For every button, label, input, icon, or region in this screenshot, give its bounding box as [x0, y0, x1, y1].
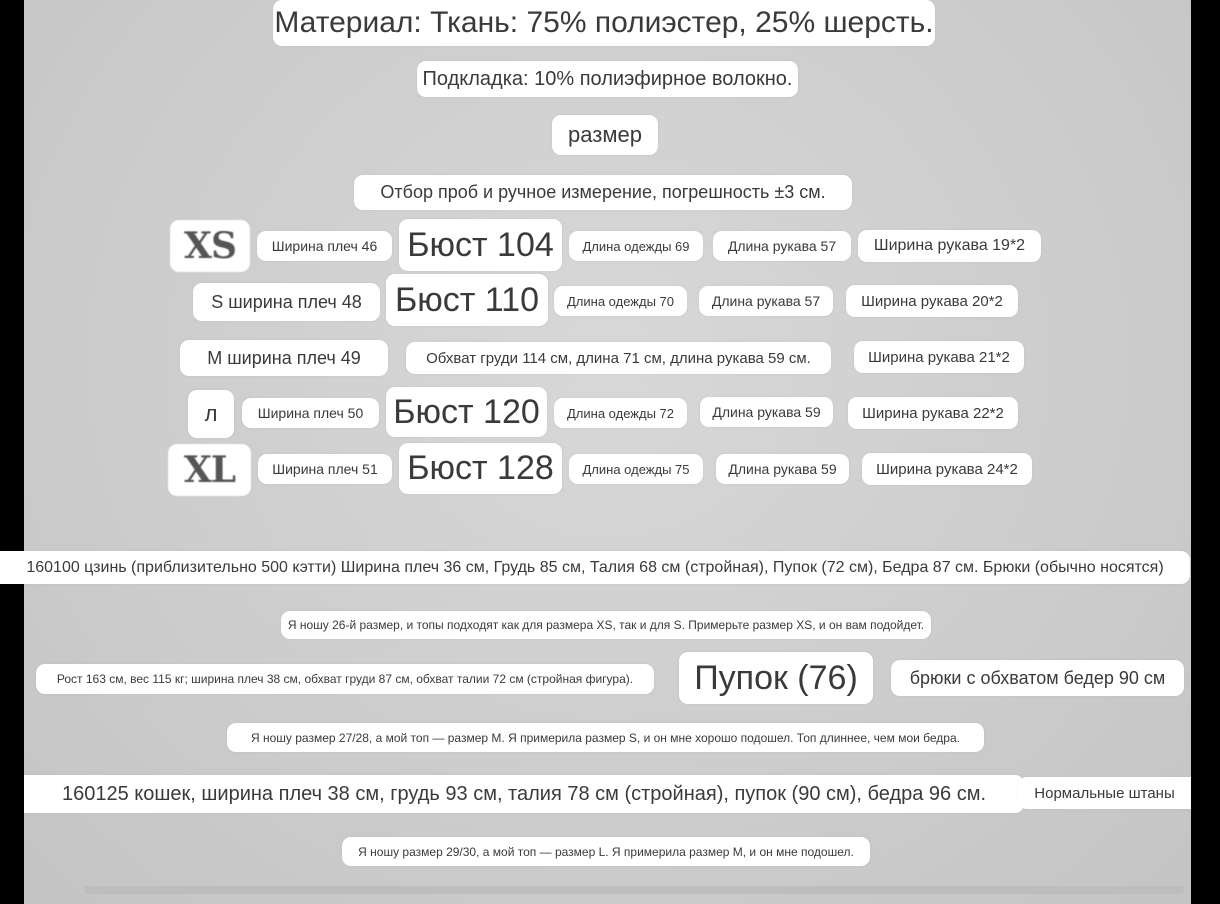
s-sleeve-width: Ширина рукава 20*2	[846, 285, 1018, 317]
bottom-divider	[84, 886, 1184, 894]
l-sleeve: Длина рукава 59	[700, 397, 833, 427]
model2-measurements: Рост 163 см, вес 115 кг; ширина плеч 38 см, обхват груди 87 см, обхват талии 72 см (стройная фигура).	[36, 664, 654, 694]
l-bust: Бюст 120	[386, 387, 547, 437]
xs-sleeve-width: Ширина рукава 19*2	[858, 230, 1041, 262]
material-label: Материал: Ткань: 75% полиэстер, 25% шерсть.	[273, 0, 935, 46]
xl-sleeve: Длина рукава 59	[716, 454, 849, 484]
size-l-mark: л	[188, 390, 234, 438]
size-chart-canvas	[24, 0, 1191, 904]
model2-navel: Пупок (76)	[679, 652, 873, 704]
xs-bust: Бюст 104	[399, 219, 562, 271]
m-shoulder: M ширина плеч 49	[180, 340, 388, 376]
size-xl-mark: XL	[168, 444, 251, 496]
xs-sleeve: Длина рукава 57	[713, 231, 851, 261]
m-sleeve-width: Ширина рукава 21*2	[854, 341, 1024, 373]
xl-shoulder: Ширина плеч 51	[258, 454, 392, 484]
model1-note: Я ношу 26-й размер, и топы подходят как для размера XS, так и для S. Примерьте размер XS, и он вам подойдет.	[281, 611, 931, 639]
measure-note: Отбор проб и ручное измерение, погрешность ±3 см.	[354, 175, 852, 210]
model3-pants: Нормальные штаны	[1018, 777, 1191, 809]
size-title: размер	[552, 115, 658, 155]
s-shoulder: S ширина плеч 48	[193, 283, 380, 321]
s-sleeve: Длина рукава 57	[699, 286, 833, 316]
lining-label: Подкладка: 10% полиэфирное волокно.	[417, 61, 798, 97]
l-sleeve-width: Ширина рукава 22*2	[848, 397, 1018, 429]
l-length: Длина одежды 72	[554, 398, 687, 428]
model2-note: Я ношу размер 27/28, а мой топ — размер M. Я примерила размер S, и он мне хорошо подошел. Топ длиннее, чем мои бедра.	[227, 723, 984, 752]
xl-sleeve-width: Ширина рукава 24*2	[862, 453, 1032, 485]
s-length: Длина одежды 70	[554, 286, 687, 316]
model3-note: Я ношу размер 29/30, а мой топ — размер L. Я примерила размер M, и он мне подошел.	[342, 837, 870, 866]
model3-measurements: 160125 кошек, ширина плеч 38 см, грудь 93 см, талия 78 см (стройная), пупок (90 см), бедра 96 см.	[24, 775, 1024, 813]
xl-length: Длина одежды 75	[569, 454, 703, 484]
xs-length: Длина одежды 69	[569, 231, 703, 261]
size-xs-mark: XS	[170, 220, 250, 272]
xl-bust: Бюст 128	[399, 443, 562, 494]
xs-shoulder: Ширина плеч 46	[257, 231, 392, 261]
l-shoulder: Ширина плеч 50	[242, 398, 379, 428]
model2-hips: брюки с обхватом бедер 90 см	[891, 660, 1184, 696]
s-bust: Бюст 110	[386, 274, 548, 326]
model1-measurements: 160100 цзинь (приблизительно 500 кэтти) Ширина плеч 36 см, Грудь 85 см, Талия 68 см (стройная), Пупок (72 см), Бедра 87 см. Брюки (обычно носятся)	[0, 551, 1190, 584]
m-combined: Обхват груди 114 см, длина 71 см, длина рукава 59 см.	[406, 342, 831, 374]
